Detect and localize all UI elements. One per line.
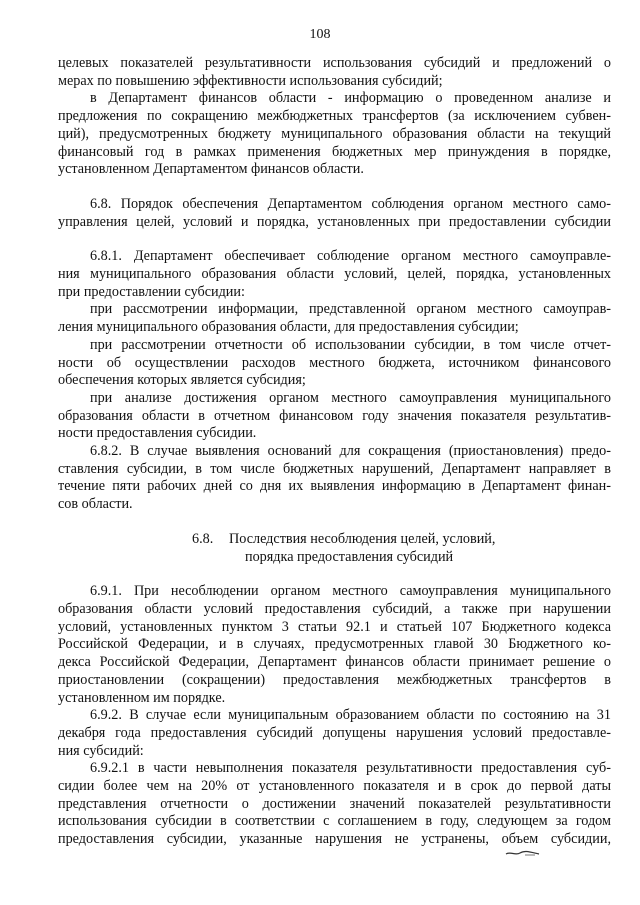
text-line: установленном Департаментом финансов области. — [58, 161, 364, 178]
section-heading: 6.8. Порядок обеспечения Департаментом соблюдения органом местного само- — [90, 195, 611, 212]
text-line: при рассмотрении информации, представленной органом местного самоуправ- — [90, 301, 611, 318]
text-line: при анализе достижения органом местного самоуправления муниципального — [90, 389, 611, 406]
text-line: мерах по повышению эффективности использования субсидий; — [58, 72, 443, 89]
text-line: условий, установленных пунктом 3 статьи 92.1 и статьей 107 Бюджетного кодекса — [58, 618, 611, 635]
section-heading: управления целей, условий и порядка, установленных при предоставлении субсидии — [58, 213, 611, 230]
text-line: при рассмотрении отчетности об использовании субсидии, в том числе отчет- — [90, 336, 611, 353]
text-line: 6.8.2. В случае выявления оснований для сокращения (приостановления) предо- — [90, 443, 611, 460]
text-line: сов области. — [58, 496, 133, 513]
text-line: ления муниципального образования области, для предоставления субсидии; — [58, 319, 519, 336]
text-line: течение пяти рабочих дней со дня их выявления информацию в Департамент финан- — [58, 478, 611, 495]
text-line: сидии более чем на 20% от установленного показателя и в срок до первой даты — [58, 778, 611, 795]
text-line: целевых показателей результативности использования субсидий и предложений о — [58, 55, 611, 71]
text-line: установленном им порядке. — [58, 689, 226, 706]
text-line: 6.9.2. В случае если муниципальным образованием области по состоянию на 31 — [90, 707, 611, 724]
text-line: декса Российской Федерации, Департамент финансов области принимает решение о — [58, 654, 611, 671]
text-line: финансовый год в рамках применения бюджетных мер принуждения в порядке, — [58, 143, 611, 160]
section-title-line: Последствия несоблюдения целей, условий, — [229, 530, 496, 547]
text-line: ности предоставления субсидии. — [58, 425, 257, 442]
text-line: декабря года предоставления субсидий допущены нарушения условий предоставле- — [58, 724, 611, 741]
section-title-line: порядка предоставления субсидий — [245, 548, 454, 565]
text-line: ния субсидий: — [58, 742, 144, 759]
text-line: ставления субсидии, в том числе бюджетных нарушений, Департамент направляет в — [58, 460, 611, 477]
page-number: 108 — [309, 27, 331, 42]
scan-mark — [505, 849, 541, 857]
text-line: Российской Федерации, и в случаях, предусмотренных главой 30 Бюджетного ко- — [58, 636, 611, 653]
text-line: образования области в отчетном финансовом году значения показателя результатив- — [58, 407, 611, 424]
text-line: в Департамент финансов области - информацию о проведенном анализе и — [90, 90, 611, 107]
text-line: предложения по сокращению межбюджетных трансфертов (за исключением субвен- — [58, 108, 611, 125]
text-line: при предоставлении субсидии: — [58, 283, 245, 300]
text-line: ния муниципального образования области условий, целей, порядка, установленных — [58, 266, 611, 283]
section-heading — [58, 531, 611, 549]
section-number: 6.8. — [192, 530, 214, 547]
text-line: обеспечения которых является субсидия; — [58, 372, 306, 389]
text-line: образования области условий предоставления субсидий, а также при нарушении — [58, 600, 611, 617]
text-line: предоставления субсидии, указанные нарушения не устранены, объем субсидии, — [58, 831, 611, 848]
text-line: использования субсидии в соответствии с соглашением в году, следующем за годом — [58, 813, 611, 830]
text-line: 6.8.1. Департамент обеспечивает соблюдение органом местного самоуправле- — [90, 248, 611, 265]
text-line: ций), предусмотренных бюджету муниципального образования области на текущий — [58, 125, 611, 142]
document-body — [58, 55, 611, 849]
text-line: 6.9.1. При несоблюдении органом местного самоуправления муниципального — [90, 583, 611, 600]
text-line: 6.9.2.1 в части невыполнения показателя результативности предоставления суб- — [90, 760, 611, 777]
text-line: представления отчетности о достижении значений показателей результативности — [58, 795, 611, 812]
text-line: ности об осуществлении расходов местного бюджета, источником финансового — [58, 354, 611, 371]
text-line: приостановлении (сокращении) предоставления межбюджетных трансфертов в — [58, 671, 611, 688]
